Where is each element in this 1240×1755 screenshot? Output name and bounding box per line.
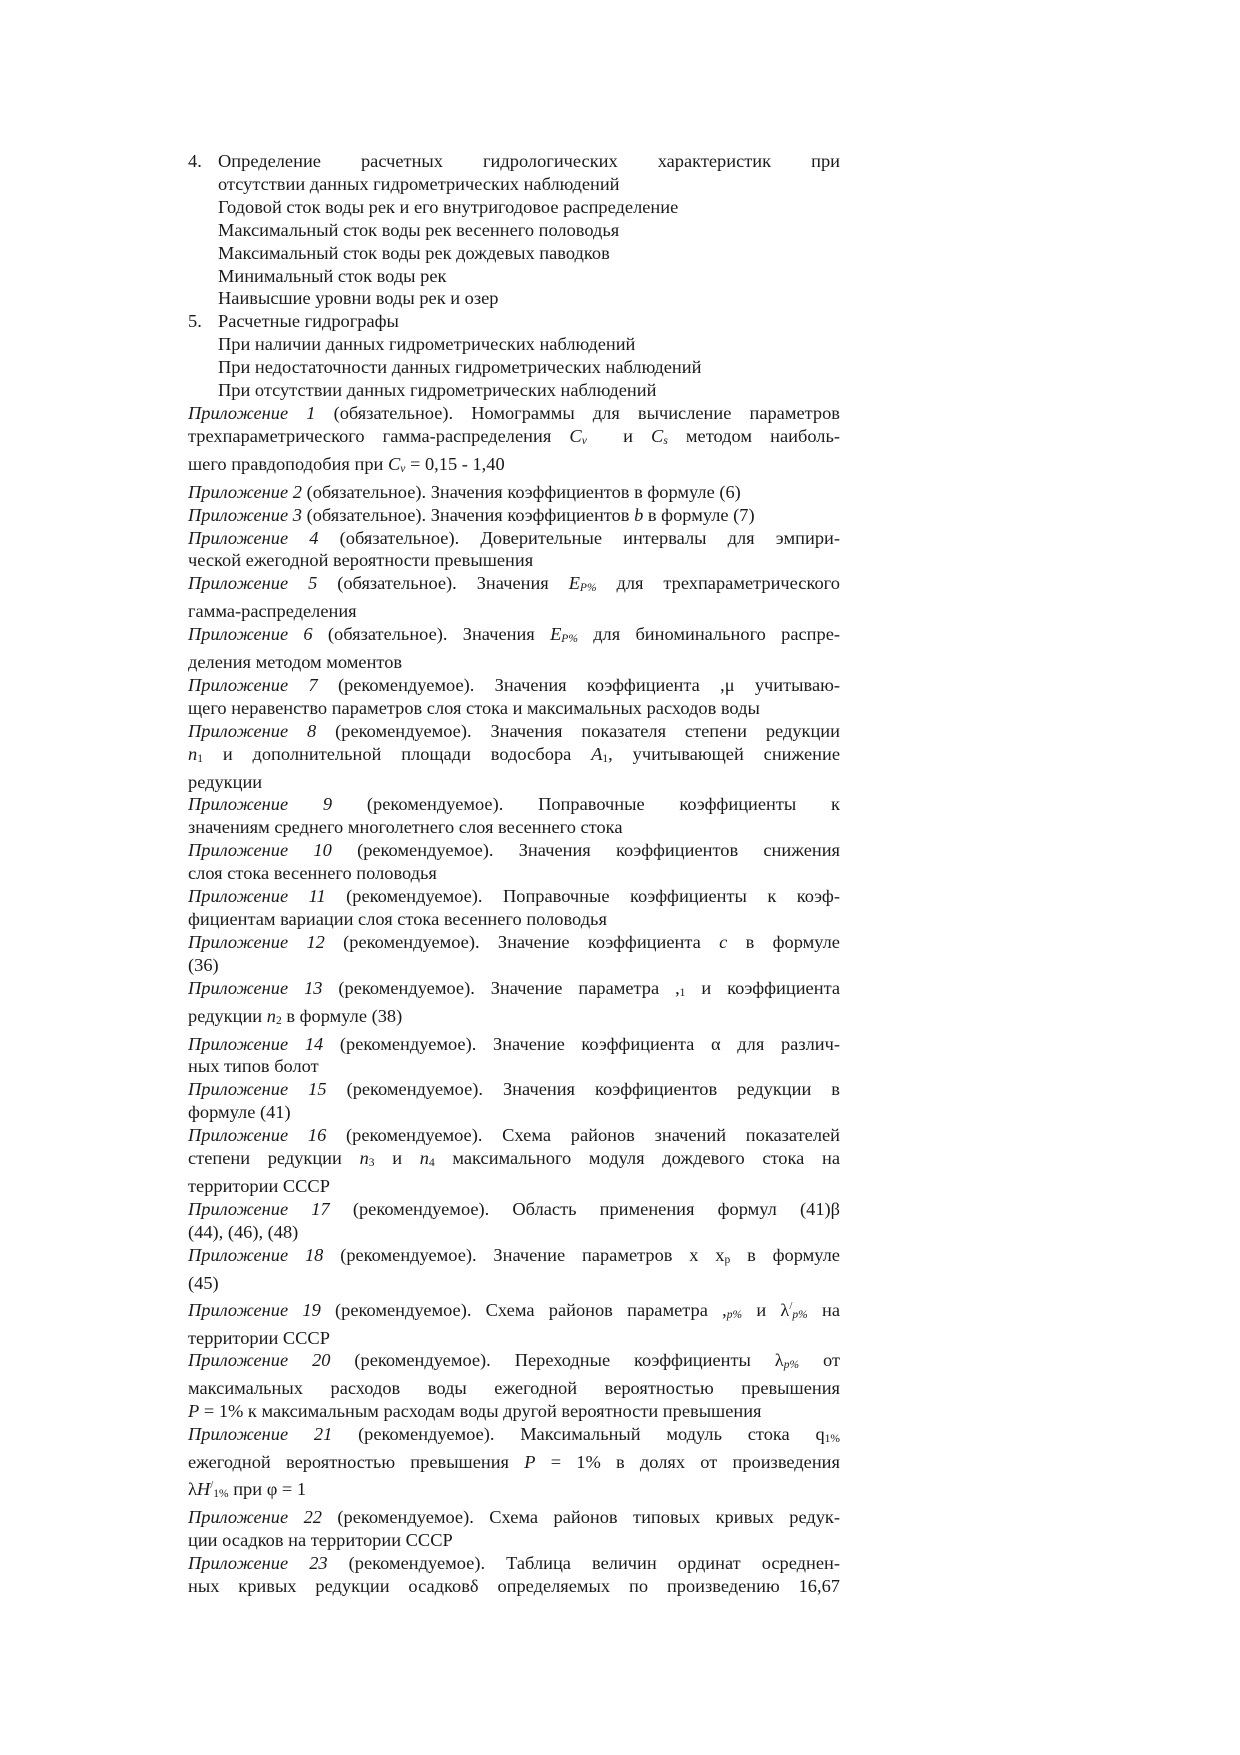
- section-title: Определение расчетных гидрологических характеристик при: [218, 151, 840, 171]
- appendix-text: редукции: [188, 771, 263, 792]
- toc-item: Максимальный сток воды рек весеннего половодья: [218, 219, 620, 240]
- appendix-entry: [188, 1349, 840, 1423]
- appendix-text: гамма-распределения: [188, 601, 357, 622]
- appendix-text: (рекомендуемое). Значения коэффициентов редукции в: [346, 1079, 840, 1100]
- appendix-text: при φ = 1: [233, 1479, 307, 1500]
- symbol: C: [387, 453, 401, 474]
- appendix-label: Приложение 14: [188, 1033, 324, 1054]
- appendix-entry: [188, 720, 840, 794]
- appendix-text: = 0,15 - 1,40: [409, 453, 505, 474]
- appendix-text: шего правдоподобия при: [188, 453, 384, 474]
- appendix-entry: [188, 1033, 840, 1079]
- appendix-entry: [188, 885, 840, 931]
- appendix-text: формуле (41): [188, 1102, 291, 1123]
- appendix-text: (рекомендуемое). Значение параметров x x: [340, 1244, 725, 1265]
- appendix-text: ных кривых редукции осадковδ определяемых по произведению 16,67: [188, 1575, 840, 1596]
- appendix-entry: [188, 1552, 840, 1598]
- appendix-label: Приложение 8: [188, 720, 317, 741]
- appendix-text: (рекомендуемое). Область применения формул (41)β: [352, 1198, 840, 1219]
- appendix-text: и: [392, 1148, 403, 1169]
- appendix-entry: [188, 402, 840, 481]
- section-number: 4.: [188, 151, 202, 171]
- appendix-text: и λ: [756, 1299, 790, 1320]
- toc-item: Максимальный сток воды рек дождевых паводков: [218, 242, 610, 263]
- appendix-text: территории СССР: [188, 1327, 330, 1348]
- symbol: A: [591, 743, 603, 764]
- symbol: E: [568, 573, 580, 594]
- appendix-text: (рекомендуемое). Значение коэффициента α для различ-: [339, 1033, 840, 1054]
- appendix-text: = 1% в долях от произведения: [550, 1452, 840, 1473]
- appendix-label: Приложение 11: [188, 886, 326, 907]
- appendix-text: (рекомендуемое). Значения коэффициента ,μ учитываю-: [337, 674, 840, 695]
- subscript: p: [724, 1253, 731, 1266]
- appendix-entry: [188, 572, 840, 623]
- appendix-entry: [188, 1244, 840, 1295]
- appendix-label: Приложение 21: [188, 1424, 333, 1445]
- appendix-text: = 1% к максимальным расходам воды другой вероятности превышения: [203, 1401, 762, 1422]
- appendix-text: (44), (46), (48): [188, 1221, 299, 1242]
- appendix-text: (рекомендуемое). Значения показателя степени редукции: [335, 720, 840, 741]
- appendix-text: щего неравенство параметров слоя стока и максимальных расходов воды: [188, 697, 760, 718]
- appendix-label: Приложение 13: [188, 977, 323, 998]
- appendix-label: Приложение 19: [188, 1299, 321, 1320]
- appendix-text: λ: [188, 1479, 197, 1500]
- subscript: 3: [368, 1157, 375, 1170]
- symbol: E: [550, 624, 562, 645]
- section-title-cont: отсутствии данных гидрометрических наблюдений: [218, 173, 620, 194]
- appendix-text: (рекомендуемое). Таблица величин ординат осреднен-: [348, 1552, 840, 1573]
- appendix-label: Приложение 7: [188, 674, 318, 695]
- appendix-text: ных типов болот: [188, 1056, 319, 1077]
- symbol: H: [196, 1479, 211, 1500]
- symbol: n: [266, 1005, 276, 1026]
- toc-item: Годовой сток воды рек и его внутригодовое распределение: [218, 196, 679, 217]
- appendix-text: в формуле: [745, 931, 840, 952]
- appendix-text: (рекомендуемое). Значения коэффициентов снижения: [357, 840, 840, 861]
- superscript: /: [789, 1299, 793, 1312]
- appendix-label: Приложение 15: [188, 1079, 327, 1100]
- symbol: n: [188, 743, 198, 764]
- subscript: v: [581, 434, 587, 447]
- appendix-text: слоя стока весеннего половодья: [188, 863, 437, 884]
- toc-item: При отсутствии данных гидрометрических наблюдений: [218, 380, 657, 401]
- toc-item: Наивысшие уровни воды рек и озер: [218, 288, 499, 309]
- appendix-text: фициентам вариации слоя стока весеннего половодья: [188, 909, 607, 929]
- appendix-text: (обязательное). Значения: [337, 573, 549, 594]
- appendix-text: (рекомендуемое). Поправочные коэффициенты к: [366, 794, 840, 815]
- subscript: 1%: [213, 1488, 229, 1501]
- section-4: [188, 150, 840, 173]
- appendix-entry: [188, 793, 840, 839]
- appendix-text: в формуле: [747, 1244, 840, 1265]
- appendix-entry: [188, 839, 840, 885]
- appendix-text: (рекомендуемое). Схема районов параметра ,: [335, 1299, 727, 1320]
- superscript: /: [210, 1478, 214, 1491]
- appendix-entry: [188, 1078, 840, 1124]
- appendix-label: Приложение 3: [188, 504, 302, 525]
- subscript: p%: [792, 1308, 808, 1321]
- appendix-text: (рекомендуемое). Максимальный модуль стока q: [358, 1424, 825, 1445]
- appendix-text: территории СССР: [188, 1175, 330, 1196]
- appendix-text: ежегодной вероятностью превышения: [188, 1452, 510, 1473]
- appendix-text: (рекомендуемое). Переходные коэффициенты λ: [354, 1350, 784, 1371]
- appendix-label: Приложение 23: [188, 1552, 328, 1573]
- appendix-text: ции осадков на территории СССР: [188, 1529, 453, 1550]
- appendix-text: (рекомендуемое). Поправочные коэффициенты к коэф-: [346, 886, 840, 907]
- subscript: 1: [602, 752, 609, 765]
- symbol: C: [651, 425, 664, 446]
- appendix-text: (рекомендуемое). Схема районов значений показателей: [346, 1125, 840, 1146]
- appendix-text: деления методом моментов: [188, 652, 403, 673]
- appendix-text: (обязательное). Значения коэффициентов: [306, 504, 630, 525]
- appendix-entry: [188, 1506, 840, 1552]
- appendix-text: от: [823, 1350, 840, 1371]
- appendix-text: редукции: [188, 1005, 263, 1026]
- subscript: p%: [783, 1359, 800, 1372]
- appendix-label: Приложение 16: [188, 1125, 327, 1146]
- subscript: 1: [197, 752, 203, 765]
- appendix-text: максимальных расходов воды ежегодной вероятностью превышения: [188, 1378, 840, 1399]
- appendix-label: Приложение 9: [188, 794, 333, 815]
- appendix-text: (обязательное). Доверительные интервалы для эмпири-: [339, 527, 840, 548]
- appendix-text: для трехпараметрического: [616, 573, 840, 594]
- appendix-label: Приложение 20: [188, 1350, 331, 1371]
- symbol: P: [524, 1452, 536, 1473]
- section-number: 5.: [188, 311, 202, 332]
- symbol: C: [569, 425, 582, 446]
- appendix-label: Приложение 4: [188, 527, 319, 548]
- symbol: c: [719, 931, 728, 952]
- appendix-entry: [188, 1423, 840, 1506]
- appendix-text: методом наиболь-: [685, 425, 840, 446]
- section-title: Расчетные гидрографы: [218, 311, 399, 332]
- appendix-text: (45): [188, 1272, 219, 1293]
- appendix-text: (рекомендуемое). Схема районов типовых кривых редук-: [337, 1507, 840, 1527]
- subscript: 4: [428, 1157, 435, 1170]
- appendix-text: и дополнительной площади водосбора: [222, 743, 572, 764]
- subscript: v: [400, 462, 406, 475]
- appendix-label: Приложение 17: [188, 1198, 330, 1219]
- appendix-label: Приложение 22: [188, 1507, 322, 1527]
- appendix-text: степени редукции: [188, 1148, 342, 1169]
- appendix-entry: [188, 481, 840, 504]
- appendix-entry: [188, 504, 840, 527]
- appendix-text: на: [821, 1299, 840, 1320]
- section-5: [188, 310, 840, 333]
- symbol: P: [188, 1401, 200, 1422]
- appendix-label: Приложение 6: [188, 624, 313, 645]
- subscript: 1%: [824, 1433, 840, 1446]
- appendix-text: (рекомендуемое). Значение коэффициента: [343, 931, 701, 952]
- appendix-text: в формуле (38): [286, 1005, 403, 1026]
- appendix-text: и коэффициента: [701, 977, 840, 998]
- appendix-entry: [188, 623, 840, 674]
- appendix-text: для биноминального распре-: [593, 624, 840, 645]
- appendix-text: (рекомендуемое). Значение параметра ,: [338, 977, 680, 998]
- appendix-text: (обязательное). Номограммы для вычисление параметров: [333, 402, 840, 423]
- symbol: n: [359, 1148, 369, 1169]
- appendix-text: ческой ежегодной вероятности превышения: [188, 550, 534, 571]
- appendix-label: Приложение 10: [188, 840, 332, 861]
- appendix-text: (обязательное). Значения коэффициентов в формуле (6): [306, 481, 741, 502]
- appendix-entry: [188, 1295, 840, 1350]
- appendix-entry: [188, 931, 840, 977]
- appendix-text: значениям среднего многолетнего слоя весеннего стока: [188, 817, 623, 838]
- subscript: s: [663, 434, 668, 447]
- appendix-entry: [188, 1124, 840, 1198]
- appendix-text: (обязательное). Значения: [327, 624, 535, 645]
- document-page: [188, 150, 840, 1598]
- appendix-label: Приложение 18: [188, 1244, 324, 1265]
- appendix-entry: [188, 977, 840, 1033]
- subscript: p%: [726, 1308, 743, 1321]
- appendix-label: Приложение 12: [188, 931, 325, 952]
- symbol: b: [634, 504, 644, 525]
- appendix-label: Приложение 2: [188, 481, 302, 502]
- symbol: n: [419, 1148, 429, 1169]
- appendix-text: (36): [188, 954, 219, 975]
- appendix-text: максимального модуля дождевого стока на: [452, 1148, 840, 1169]
- appendix-text: , учитывающей снижение: [608, 743, 840, 764]
- appendix-entry: [188, 527, 840, 573]
- appendix-text: в формуле (7): [647, 504, 755, 525]
- appendix-label: Приложение 5: [188, 573, 318, 594]
- subscript: P%: [561, 633, 578, 646]
- subscript: 2: [275, 1014, 282, 1027]
- subscript: 1: [679, 986, 686, 999]
- appendix-entry: [188, 674, 840, 720]
- subscript: P%: [579, 582, 597, 595]
- appendix-text: и: [623, 425, 633, 446]
- appendix-entry: [188, 1198, 840, 1244]
- appendix-label: Приложение 1: [188, 402, 316, 423]
- toc-item: При недостаточности данных гидрометрических наблюдений: [218, 357, 702, 378]
- appendix-text: трехпараметрического гамма-распределения: [188, 425, 552, 446]
- toc-item: Минимальный сток воды рек: [218, 265, 447, 286]
- toc-item: При наличии данных гидрометрических наблюдений: [218, 334, 636, 355]
